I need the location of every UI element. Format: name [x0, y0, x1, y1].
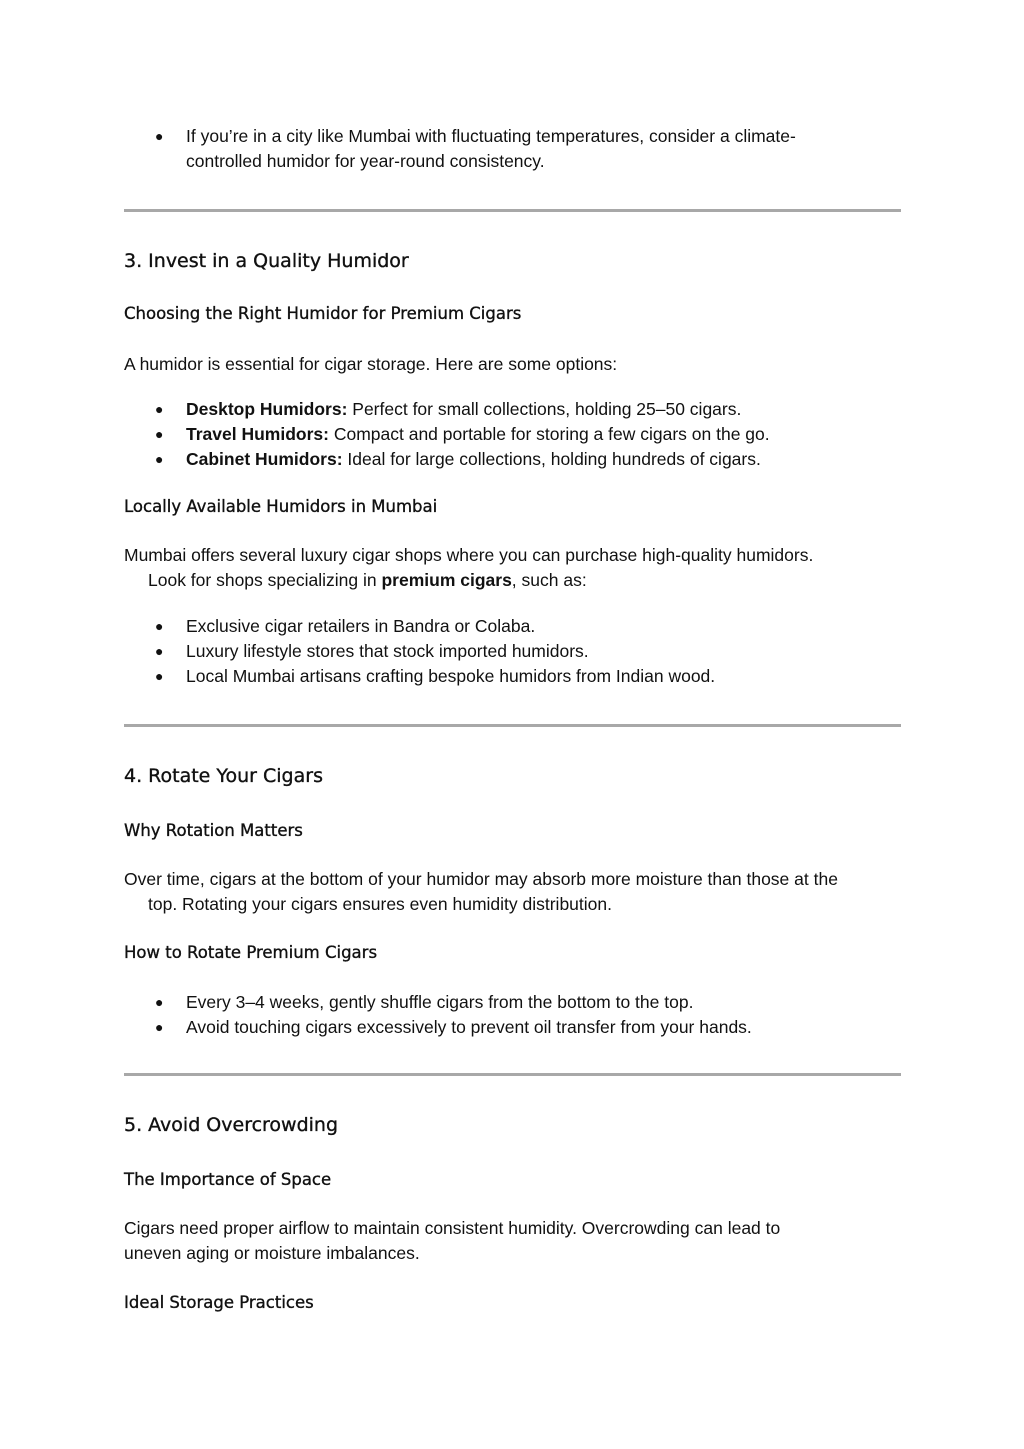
option-label: Travel Humidors:	[186, 423, 329, 444]
list-item-text: Every 3–4 weeks, gently shuffle cigars from the bottom to the top.	[186, 992, 694, 1012]
bullet-icon: ●	[155, 642, 164, 659]
option-label: Cabinet Humidors:	[186, 448, 343, 469]
section-3-subheading-2: Locally Available Humidors in Mumbai	[124, 497, 438, 516]
option-text: Perfect for small collections, holding 25–50 cigars.	[347, 399, 742, 419]
bullet-icon: ●	[155, 667, 164, 684]
divider	[124, 1073, 901, 1076]
bullet-icon: ●	[155, 618, 164, 634]
divider	[124, 209, 901, 212]
section-5-subheading-1: The Importance of Space	[124, 1170, 332, 1189]
list-item	[124, 990, 752, 1015]
rotation-tips-list	[124, 990, 752, 1040]
list-item	[124, 1015, 752, 1040]
humidor-options-list	[124, 397, 770, 471]
text-segment: Look for shops specializing in	[148, 570, 382, 590]
list-item-text: Local Mumbai artisans crafting bespoke humidors from Indian wood.	[186, 665, 716, 686]
shops-list	[124, 614, 715, 688]
top-bullet	[124, 124, 796, 174]
bullet-icon: ●	[155, 1018, 164, 1035]
list-item	[124, 614, 715, 639]
bullet-icon: ●	[155, 128, 164, 144]
list-item-text: Exclusive cigar retailers in Bandra or Colaba.	[186, 616, 536, 636]
option-label: Desktop Humidors:	[186, 399, 348, 419]
rotation-paragraph-line1: Over time, cigars at the bottom of your humidor may absorb more moisture than those at the	[124, 869, 838, 889]
list-item-text: Avoid touching cigars excessively to prevent oil transfer from your hands.	[186, 1016, 752, 1037]
section-3-intro: A humidor is essential for cigar storage. Here are some options:	[124, 354, 618, 374]
option-text: Ideal for large collections, holding hundreds of cigars.	[342, 448, 761, 469]
bullet-icon: ●	[155, 450, 164, 467]
list-item	[124, 639, 715, 664]
local-paragraph-line1: Mumbai offers several luxury cigar shops where you can purchase high-quality humidors.	[124, 545, 814, 565]
list-item	[124, 664, 715, 689]
bold-segment: premium cigars	[381, 570, 512, 590]
list-item	[124, 124, 796, 174]
list-item-text: Luxury lifestyle stores that stock imported humidors.	[186, 640, 589, 661]
section-3-title: 3. Invest in a Quality Humidor	[124, 250, 409, 272]
option-text: Compact and portable for storing a few cigars on the go.	[328, 423, 770, 444]
divider	[124, 724, 901, 727]
text-segment: , such as:	[511, 570, 587, 590]
section-5-title: 5. Avoid Overcrowding	[124, 1114, 339, 1136]
section-4-title: 4. Rotate Your Cigars	[124, 765, 323, 787]
space-paragraph-line2: uneven aging or moisture imbalances.	[124, 1243, 420, 1263]
section-5-subheading-2: Ideal Storage Practices	[124, 1293, 314, 1312]
rotation-paragraph-line2: top. Rotating your cigars ensures even humidity distribution.	[148, 894, 612, 914]
section-4-subheading-2: How to Rotate Premium Cigars	[124, 943, 378, 962]
list-item	[124, 397, 770, 422]
list-item	[124, 447, 770, 472]
top-bullet-line1: If you’re in a city like Mumbai with fluctuating temperatures, consider a climate-	[186, 126, 796, 146]
bullet-icon: ●	[155, 994, 164, 1010]
top-bullet-line2: controlled humidor for year-round consistency.	[186, 150, 545, 171]
section-4-subheading-1: Why Rotation Matters	[124, 821, 303, 840]
list-item	[124, 422, 770, 447]
section-3-subheading-1: Choosing the Right Humidor for Premium Cigars	[124, 304, 522, 323]
bullet-icon: ●	[155, 401, 164, 417]
local-paragraph-line2	[148, 568, 587, 593]
bullet-icon: ●	[155, 425, 164, 442]
space-paragraph-line1: Cigars need proper airflow to maintain consistent humidity. Overcrowding can lead to	[124, 1218, 781, 1238]
